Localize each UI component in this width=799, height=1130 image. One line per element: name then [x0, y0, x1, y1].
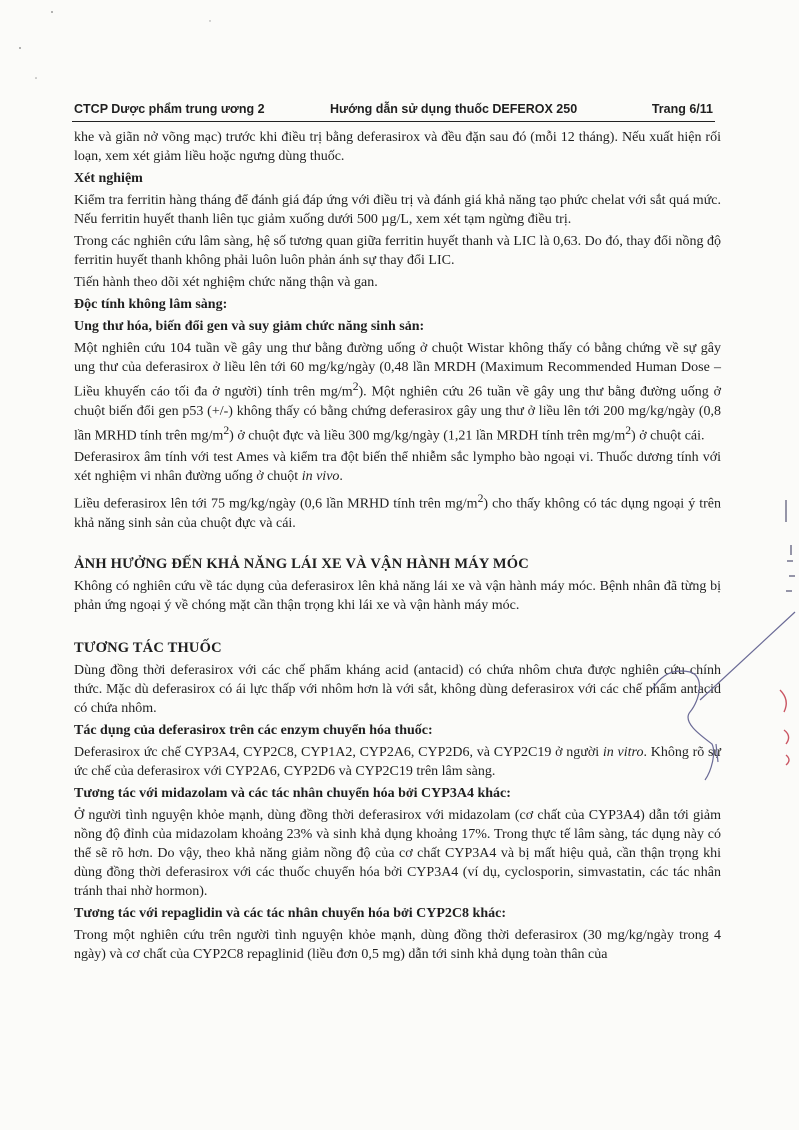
edge-marks — [785, 500, 795, 592]
heading-ung-thu: Ung thư hóa, biến đổi gen và suy giảm chức năng sinh sản: — [74, 319, 425, 334]
paragraph: Deferasirox ức chế CYP3A4, CYP2C8, CYP1A2, CYP2A6, CYP2D6, và CYP2C19 ở người in vitro. Không rõ sự ức chế của deferasirox với CYP2A6, CYP2D6 và CYP2C19 trên lâm sàng. — [74, 744, 722, 779]
document-title: Hướng dẫn sử dụng thuốc DEFEROX 250 — [330, 102, 578, 116]
paragraph-fertility: Liều deferasirox lên tới 75 mg/kg/ngày (0,6 lần MRHD tính trên $mg/m^2$) cho thấy không có tác dụng ngoại ý trên khả năng sinh sản của chuột đực và cái. — [74, 492, 721, 531]
paragraph: Trong các nghiên cứu lâm sàng, hệ số tương quan giữa ferritin huyết thanh và LIC là 0,63. Do đó, thay đổi nồng độ ferritin huyết thanh không phải luôn luôn phản ánh sự thay đổi LIC. — [74, 234, 721, 268]
paragraph: Kiểm tra ferritin hàng tháng để đánh giá đáp ứng với điều trị và đánh giá khả năng tạo phức chelat với sắt quá mức. Nếu ferritin huyết thanh liên tục giảm xuống dưới 500 µg/L, xem xét tạm ngừng điều trị. — [74, 193, 721, 227]
paragraph-carcinogenicity: Một nghiên cứu 104 tuần về gây ung thư bằng đường uống ở chuột Wistar không thấy có bằng chứng về sự gây ung thư của deferasirox ở liều lên tới 60 mg/kg/ngày (0,48 lần MRDH (Maximum Recommended Human Dose – Liều khuyến cáo tối đa ở người) tính trên $mg/m^2$). Một nghiên cứu 26 tuần về gây ung thư bằng đường uống ở chuột biến đổi gen p53 (+/-) không thấy có bằng chứng deferasirox gây ung thư ở liều lên tới 200 mg/kg/ngày (0,8 lần MRHD tính trên $mg/m^2$) ở chuột đực và liều 300 mg/kg/ngày (1,21 lần MRDH tính trên $mg/m^2$) ở chuột cái. — [74, 341, 721, 444]
heading-xet-nghiem: Xét nghiệm — [74, 171, 143, 186]
heading-doc-tinh: Độc tính không lâm sàng: — [74, 297, 228, 312]
scan-specks — [19, 11, 211, 79]
section-heading-interactions: TƯƠNG TÁC THUỐC — [74, 639, 222, 656]
page-header — [74, 98, 713, 120]
paragraph: Dùng đồng thời deferasirox với các chế phẩm kháng acid (antacid) có chứa nhôm chưa được nghiên cứu chính thức. Mặc dù deferasirox có ái lực thấp với nhôm hơn là với sắt, không dùng deferasirox với các chế phẩm antacid có chứa nhôm. — [74, 662, 721, 716]
stamp-mark — [780, 690, 789, 765]
heading-enzym: Tác dụng của deferasirox trên các enzym chuyển hóa thuốc: — [74, 722, 433, 738]
heading-midazolam: Tương tác với midazolam và các tác nhân chuyển hóa bởi CYP3A4 khác: — [74, 785, 511, 801]
paragraph: Ở người tình nguyện khỏe mạnh, dùng đồng thời deferasirox với midazolam (cơ chất của CYP3A4) dẫn tới giảm nồng độ đỉnh của midazolam khoảng 23% và sinh khả dụng khoảng 17%. Trong thực tế lâm sàng, tác dụng này có thể sẽ rõ hơn. Do vậy, theo khả năng giảm nồng độ của cơ chất CYP3A4 và bị mất hiệu quả, cần thận trọng khi dùng đồng thời deferasirox với các thuốc chuyển hóa bởi CYP3A4 (ví dụ, cyclosporin, simvastatin, các tác nhân tránh thai nhờ hormon). — [74, 807, 721, 899]
heading-repaglidin: Tương tác với repaglidin và các tác nhân chuyển hóa bởi CYP2C8 khác: — [74, 905, 506, 921]
document-body — [74, 128, 721, 967]
section-heading-driving: ẢNH HƯỞNG ĐẾN KHẢ NĂNG LÁI XE VÀ VẬN HÀNH MÁY MÓC — [74, 555, 529, 572]
paragraph: Trong một nghiên cứu trên người tình nguyện khỏe mạnh, dùng đồng thời deferasirox (30 mg/kg/ngày trong 4 ngày) và cơ chất của CYP2C8 repaglinid (liều đơn 0,5 mg) dẫn tới sinh khả dụng toàn thân của — [74, 927, 721, 962]
header-divider — [72, 121, 715, 122]
paragraph: Không có nghiên cứu về tác dụng của deferasirox lên khả năng lái xe và vận hành máy móc. Bệnh nhân đã từng bị phản ứng ngoại ý về chóng mặt cần thận trọng khi lái xe và vận hành máy móc. — [74, 578, 721, 613]
page-number: Trang 6/11 — [651, 102, 713, 116]
paragraph-mutagenicity: Deferasirox âm tính với test Ames và kiểm tra đột biến thể nhiễm sắc lympho bào ngoại vi. Thuốc dương tính với xét nghiệm vi nhân đường uống ở chuột in vivo. — [74, 450, 721, 485]
paragraph: khe và giãn nở võng mạc) trước khi điều trị bằng deferasirox và đều đặn sau đó (mỗi 12 tháng). Nếu xuất hiện rối loạn, xem xét giảm liều hoặc ngưng dùng thuốc. — [74, 130, 721, 164]
paragraph: Tiến hành theo dõi xét nghiệm chức năng thận và gan. — [74, 275, 378, 290]
company-name: CTCP Dược phẩm trung ương 2 — [74, 102, 265, 116]
